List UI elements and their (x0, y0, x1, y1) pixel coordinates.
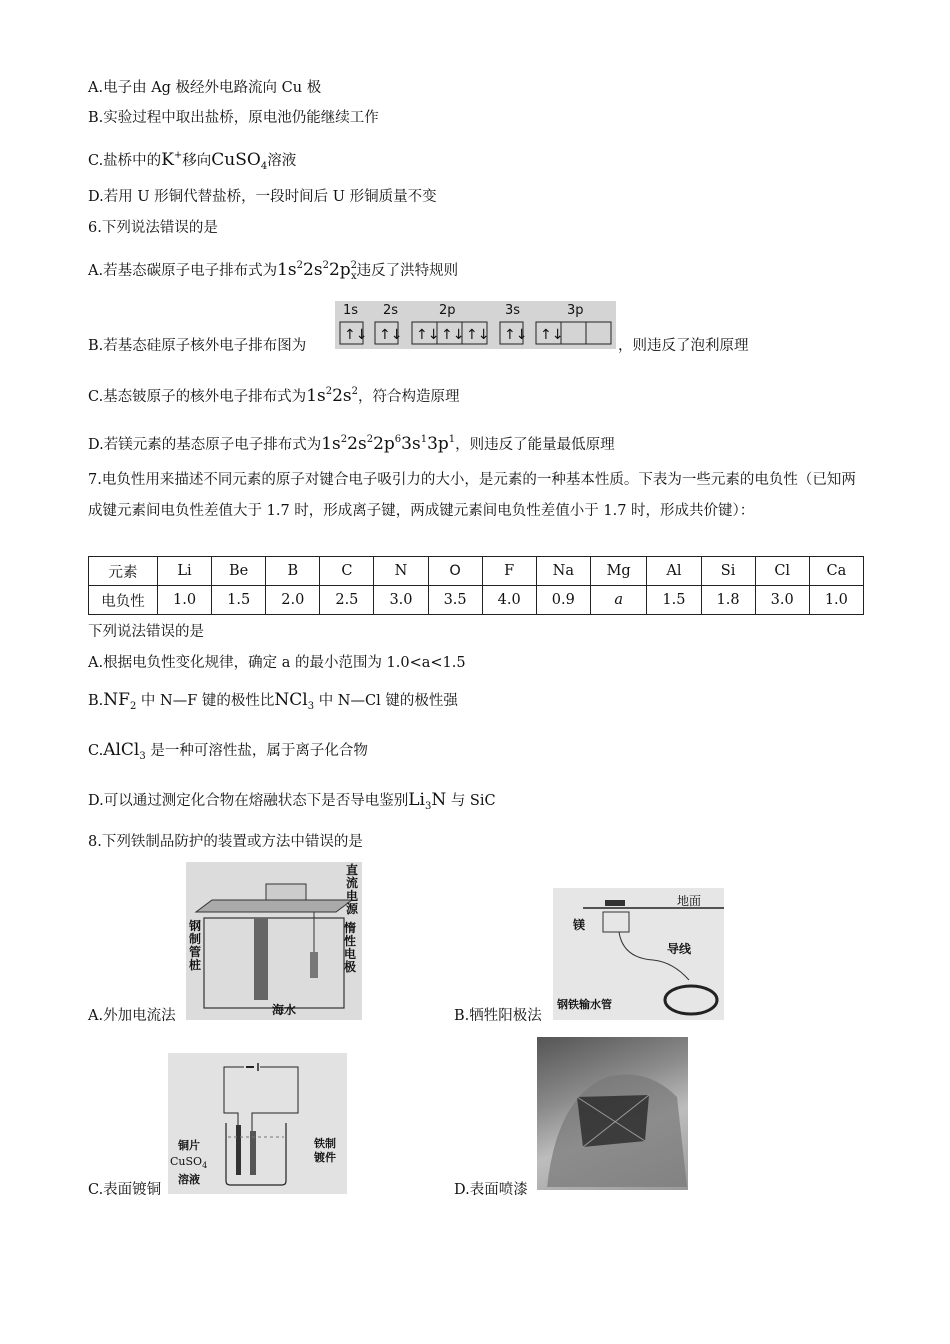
orbital-boxes (335, 301, 616, 349)
table-row: 电负性 1.0 1.5 2.0 2.5 3.0 3.5 4.0 0.9 a 1.5 1.8 3.0 1.0 (89, 586, 864, 615)
q8-option-c: C.表面镀铜 (88, 1182, 162, 1198)
svg-text:↑↓: ↑↓ (540, 327, 564, 343)
q8-option-d: D.表面喷漆 (454, 1182, 528, 1198)
figure-b-sacrificial-anode: 地面 镁 导线 钢铁输水管 (553, 888, 724, 1020)
electronegativity-table (88, 556, 864, 615)
q6-option-d: D.若镁元素的基态原子电子排布式为$1s^22s^22p^63s^13p^1$，则违反了能量最低原理 (88, 434, 615, 454)
q6-option-b-pre: B.若基态硅原子核外电子排布图为 (88, 338, 307, 354)
q8-stem: 8.下列铁制品防护的装置或方法中错误的是 (88, 834, 363, 850)
figure-d-car-photo (537, 1037, 688, 1190)
orbital-diagram: 1s 2s 2p 3s 3p ↑↓ ↑↓ ↑↓ ↑↓ ↑↓ ↑↓ ↑↓ (335, 301, 616, 349)
q7-option-c: C.AlCl$_3$ 是一种可溶性盐，属于离子化合物 (88, 740, 368, 762)
q5-option-d: D.若用 U 形铜代替盐桥，一段时间后 U 形铜质量不变 (88, 189, 437, 205)
svg-text:↑↓: ↑↓ (344, 327, 368, 343)
q6-stem: 6.下列说法错误的是 (88, 220, 218, 236)
q5-option-b: B.实验过程中取出盐桥，原电池仍能继续工作 (88, 110, 379, 126)
q6-option-c: C.基态铍原子的核外电子排布式为$1s^22s^2$，符合构造原理 (88, 386, 460, 406)
figure-c-copper-plating: 铜片 CuSO$_4$ 溶液 铁制镀件 (168, 1053, 347, 1194)
svg-text:↑↓: ↑↓ (466, 327, 490, 343)
q8-option-b: B.牺牲阳极法 (454, 1008, 542, 1024)
q6-option-b-post: ，则违反了泡利原理 (618, 338, 749, 354)
q7-option-a: A.根据电负性变化规律，确定 a 的最小范围为 1.0<a<1.5 (88, 655, 466, 671)
table-row: 元素 Li Be B C N O F Na Mg Al Si Cl Ca (89, 557, 864, 586)
q7-option-d: D.可以通过测定化合物在熔融状态下是否导电鉴别$Li_3N$ 与 SiC (88, 790, 496, 812)
svg-text:↑↓: ↑↓ (416, 327, 440, 343)
q7-stem: 7.电负性用来描述不同元素的原子对键合电子吸引力的大小，是元素的一种基本性质。下表为一些元素的电负性（已知两成键元素间电负性差值大于 1.7 时，形成离子键，两成键元素间电负性差值小于 1.7 时，形成共价键）： (88, 472, 856, 519)
svg-text:↑↓: ↑↓ (379, 327, 403, 343)
q6-option-a: A.若基态碳原子电子排布式为$1s^22s^22p^2_x$违反了洪特规则 (88, 260, 459, 282)
q7-ask: 下列说法错误的是 (88, 624, 204, 640)
svg-text:↑↓: ↑↓ (504, 327, 528, 343)
q8-option-a: A.外加电流法 (88, 1008, 176, 1024)
q5-option-a: A.电子由 Ag 极经外电路流向 Cu 极 (88, 80, 322, 96)
q7-option-b: $B.NF_2$ 中 N—F 键的极性比NCl$_3$ 中 N—Cl 键的极性强 (88, 690, 458, 712)
svg-text:↑↓: ↑↓ (441, 327, 465, 343)
q5-option-c: C.盐桥中的K+移向CuSO$_4$溶液 (88, 150, 297, 172)
figure-a-impressed-current: 直流电源 钢制管桩 惰性电极 海水 (186, 862, 362, 1020)
